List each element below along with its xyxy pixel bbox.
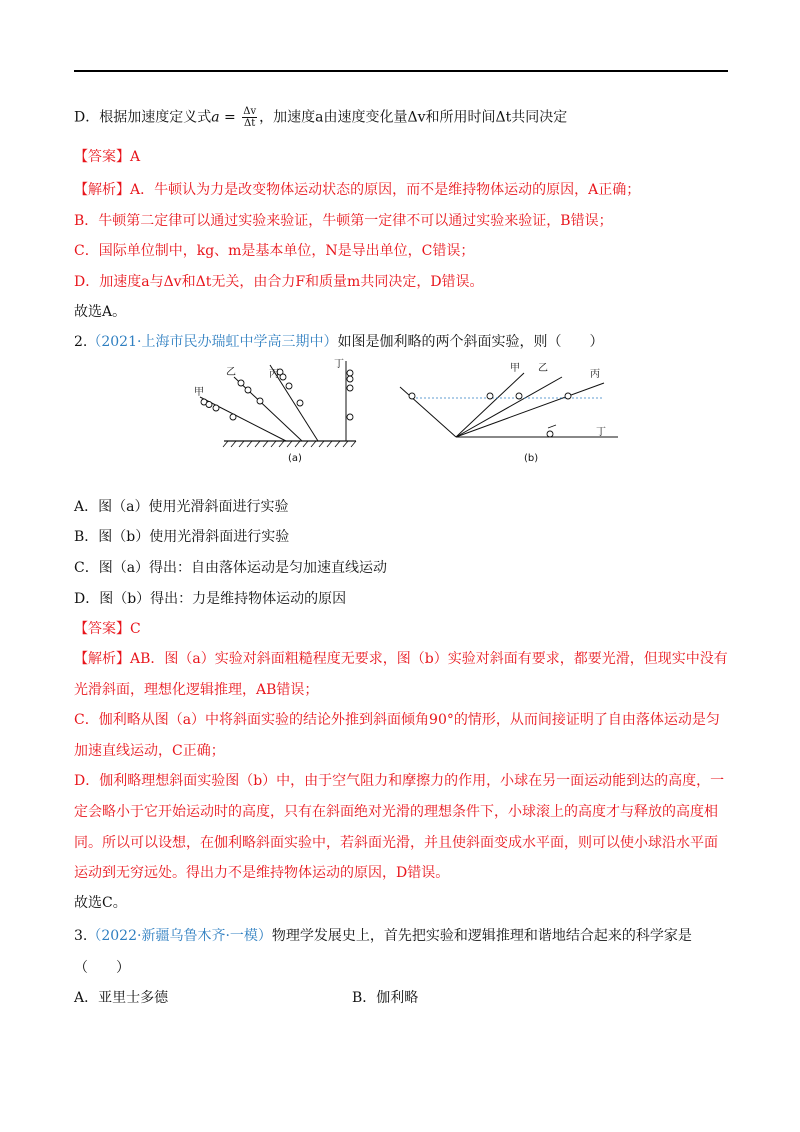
fraction-denominator: Δt [244, 118, 256, 129]
figure-a-hatching [223, 441, 356, 447]
q2-source: （2021·上海市民办瑞虹中学高三期中） [87, 334, 338, 350]
q3-stem-text: 物理学发展史上，首先把实验和逻辑推理和谐地结合起来的科学家是 [271, 928, 692, 944]
ball [347, 385, 353, 391]
q3-source: （2022·新疆乌鲁木齐·一模） [87, 928, 272, 944]
q1-conclusion: 故选A。 [74, 304, 127, 320]
q1-analysis-line: C．国际单位制中，kg、m是基本单位，N是导出单位，C错误； [74, 243, 475, 259]
ball [516, 393, 522, 399]
ball [297, 400, 303, 406]
q2-option-a: A．图（a）使用光滑斜面进行实验 [74, 499, 289, 515]
ball [213, 405, 219, 411]
arrow-icon [548, 425, 556, 428]
ball [257, 398, 263, 404]
q2-number: 2. [74, 334, 88, 350]
q2-analysis-line: C．伽利略从图（a）中将斜面实验的结论外推到斜面倾角90°的情形，从而间接证明了自由落体运动是匀 [74, 712, 720, 728]
q3-stem [74, 926, 692, 946]
q2-stem-text: 如图是伽利略的两个斜面实验，则（ ） [337, 334, 604, 350]
label-yi: 乙 [226, 367, 236, 378]
q1-answer: 【答案】A [74, 149, 141, 165]
ball [286, 383, 292, 389]
incline-yi [456, 377, 562, 437]
q2-analysis-line: 定会略小于它开始运动时的高度，只有在斜面绝对光滑的理想条件下，小球滚上的高度才与释放的高度相 [74, 804, 718, 820]
q2-analysis-line: 光滑斜面，理想化逻辑推理，AB错误； [74, 682, 319, 698]
q2-analysis-line: 【解析】AB．图（a）实验对斜面粗糙程度无要求，图（b）实验对斜面有要求，都要光滑，但现实中没有 [74, 651, 728, 667]
label-ding: 丁 [334, 359, 344, 370]
ball [409, 393, 415, 399]
incline-jia [456, 373, 524, 437]
figure-b-caption: (b) [524, 453, 539, 464]
fraction-numerator: Δv [243, 106, 257, 117]
ball [245, 387, 251, 393]
q1-option-d [74, 106, 567, 129]
header-rule [74, 70, 728, 72]
label-bing: 丙 [590, 369, 600, 380]
label-bing: 丙 [269, 369, 279, 380]
incline-bing [456, 383, 604, 437]
q1-analysis-line: B．牛顿第二定律可以通过实验来验证，牛顿第一定律不可以通过实验来验证，B错误； [74, 213, 613, 229]
q3-blank: （ ） [74, 960, 130, 976]
q2-analysis-line: 同。所以可以设想，在伽利略斜面实验中，若斜面光滑，并且使斜面变成水平面，则可以使小球沿水平面 [74, 835, 718, 851]
q2-analysis-line: D．伽利略理想斜面实验图（b）中，由于空气阻力和摩擦力的作用，小球在另一面运动能到达的高度，一 [74, 773, 725, 789]
q1-analysis-line: 【解析】A．牛顿认为力是改变物体运动状态的原因，而不是维持物体运动的原因，A正确； [74, 182, 641, 198]
label-jia: 甲 [194, 387, 204, 398]
ball [347, 414, 353, 420]
q2-option-d: D．图（b）得出：力是维持物体运动的原因 [74, 591, 347, 607]
q2-stem [74, 332, 603, 352]
q1-option-d-prefix: D．根据加速度定义式 [74, 109, 212, 126]
label-ding: 丁 [596, 427, 606, 438]
figure-a-caption: (a) [288, 453, 302, 464]
formula-fraction [242, 106, 257, 129]
figure-a [190, 355, 370, 465]
ball [487, 393, 493, 399]
ball [238, 380, 244, 386]
q2-answer: 【答案】C [74, 621, 141, 637]
ball [547, 431, 553, 437]
q3-option-b: B．伽利略 [352, 990, 419, 1006]
ball [230, 414, 236, 420]
q2-conclusion: 故选C。 [74, 895, 127, 911]
incline-jia [200, 397, 286, 441]
q2-analysis-line: 运动到无穷远处。得出力不是维持物体运动的原因，D错误。 [74, 865, 450, 881]
q2-analysis-line: 加速直线运动，C正确； [74, 743, 225, 759]
ball [280, 374, 286, 380]
figure-b [392, 355, 624, 465]
label-jia: 甲 [510, 363, 520, 374]
q2-option-b: B．图（b）使用光滑斜面进行实验 [74, 529, 290, 545]
ball [565, 393, 571, 399]
incline-left [400, 387, 456, 437]
q2-option-c: C．图（a）得出：自由落体运动是匀加速直线运动 [74, 560, 388, 576]
ball [206, 402, 212, 408]
formula-a: a [211, 109, 220, 126]
label-yi: 乙 [538, 363, 548, 374]
q1-option-d-suffix: ，加速度a由速度变化量Δv和所用时间Δt共同决定 [259, 109, 568, 126]
q1-analysis-line: D．加速度a与Δv和Δt无关，由合力F和质量m共同决定，D错误。 [74, 274, 484, 290]
ball [347, 376, 353, 382]
ball [347, 370, 353, 376]
q3-option-a: A．亚里士多德 [74, 990, 169, 1006]
formula-eq: = [219, 109, 241, 126]
q3-number: 3. [74, 928, 88, 944]
